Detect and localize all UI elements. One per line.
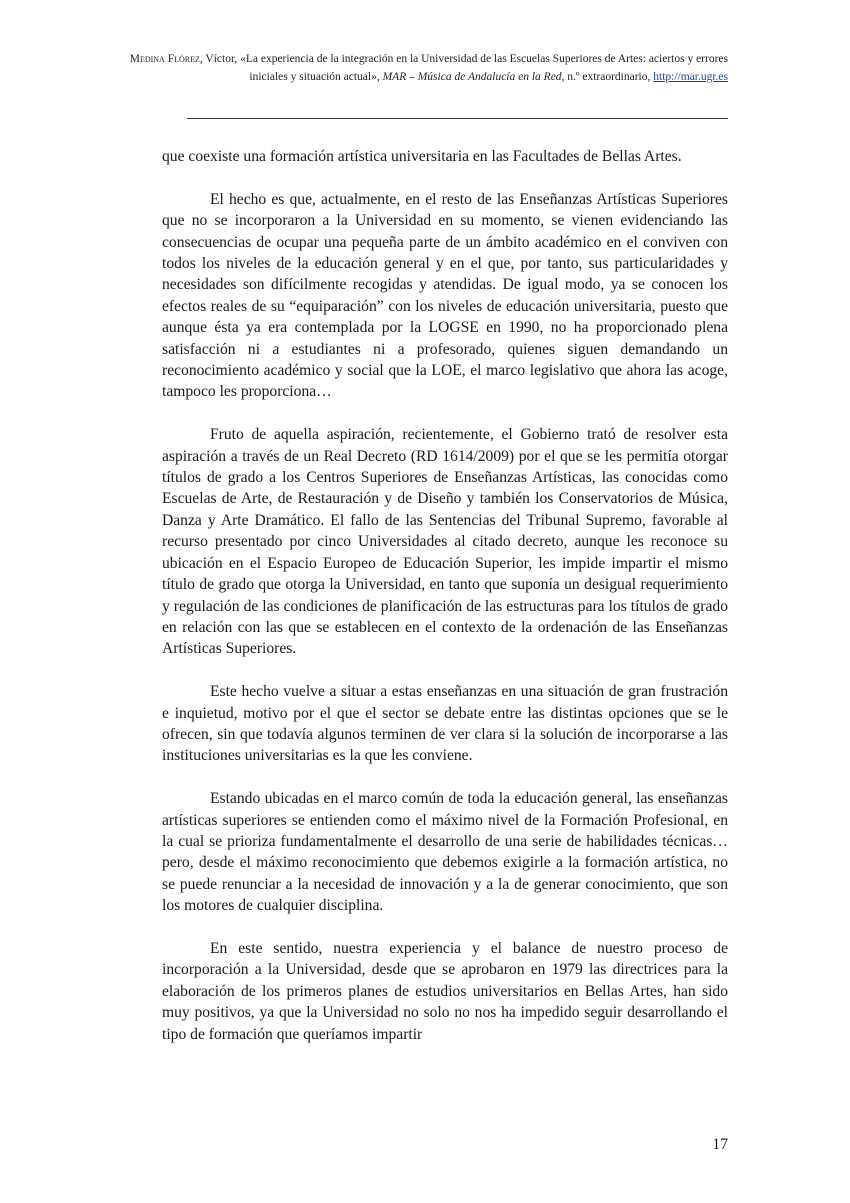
paragraph-1: El hecho es que, actualmente, en el resto de las Enseñanzas Artísticas Superiores que no se incorporaron a la Universidad en su momento, se vienen evidenciando las consecuencias de ocupar una pequeña parte de un ámbito académico en el conviven con todos los niveles de la educación general y en el que, por tanto, sus particularidades y necesidades son difícilmente recogidas y atendidas. De igual modo, ya se conocen los efectos reales de su “equiparación” con los niveles de educación universitaria, puesto que aunque ésta ya era contemplada por la LOGSE en 1990, no ha proporcionado plena satisfacción ni a estudiantes ni a profesorado, quienes siguen demandando un reconocimiento académico y social que la LOE, el marco legislativo que ahora las acoge, tampoco les proporciona… xyxy=(162,190,728,401)
page-number: 17 xyxy=(712,1136,728,1153)
paragraph-4: Estando ubicadas en el marco común de toda la educación general, las enseñanzas artísticas superiores se entienden como el máximo nivel de la Formación Profesional, en la cual se prioriza fundamentalmente el desarrollo de una serie de habilidades técnicas… pero, desde el máximo reconocimiento que debemos exigirle a la formación artística, no se puede renunciar a la necesidad de innovación y a la de generar conocimiento, que son los motores de cualquier disciplina. xyxy=(162,790,728,915)
header-url-link[interactable]: http://mar.ugr.es xyxy=(653,71,728,83)
running-header xyxy=(128,50,728,86)
header-issue: , n.º extraordinario, xyxy=(561,71,654,83)
paragraph-5: En este sentido, nuestra experiencia y el balance de nuestro proceso de incorporación a la Universidad, desde que se aprobaron en 1979 las directrices para la elaboración de los primeros planes de estudios universitarios en Bellas Artes, han sido muy positivos, ya que la Universidad no solo no nos ha impedido seguir desarrollando el tipo de formación que queríamos impartir xyxy=(162,939,728,1043)
paragraph-2: Fruto de aquella aspiración, recientemente, el Gobierno trató de resolver esta aspiración a través de un Real Decreto (RD 1614/2009) por el que se les permitía otorgar títulos de grado a los Centros Superiores de Enseñanzas Artísticas, las conocidas como Escuelas de Arte, de Restauración y de Diseño y también los Conservatorios de Música, Danza y Arte Dramático. El fallo de las Sentencias del Tribunal Supremo, favorable al recurso presentado por cinco Universidades al citado decreto, aunque les reconoce su ubicación en el Espacio Europeo de Educación Superior, les impide impartir el mismo título de grado que otorga la Universidad, en tanto que suponía un desigual requerimiento y regulación de las condiciones de planificación de las estructuras para los títulos de grado en relación con las que se establecen en el contexto de la ordenación de las Enseñanzas Artísticas Superiores. xyxy=(162,426,728,658)
header-rule xyxy=(187,118,728,119)
header-journal: MAR – Música de Andalucía en la Red xyxy=(382,71,562,83)
paragraph-0: que coexiste una formación artística universitaria en las Facultades de Bellas Artes. xyxy=(162,148,682,165)
paragraph-3: Este hecho vuelve a situar a estas enseñanzas en una situación de gran frustración e inquietud, motivo por el que el sector se debate entre las distintas opciones que se le ofrecen, sin que todavía algunos terminen de ver clara si la solución de incorporarse a las instituciones universitarias es la que les conviene. xyxy=(162,683,728,765)
header-author: Medina Flórez xyxy=(129,53,200,65)
header-citation: , Víctor, «La experiencia de la integración en la Universidad de las Escuelas Superiores de Artes: aciertos y errores iniciales y situación actual», xyxy=(199,53,728,83)
document-body xyxy=(162,146,728,1066)
